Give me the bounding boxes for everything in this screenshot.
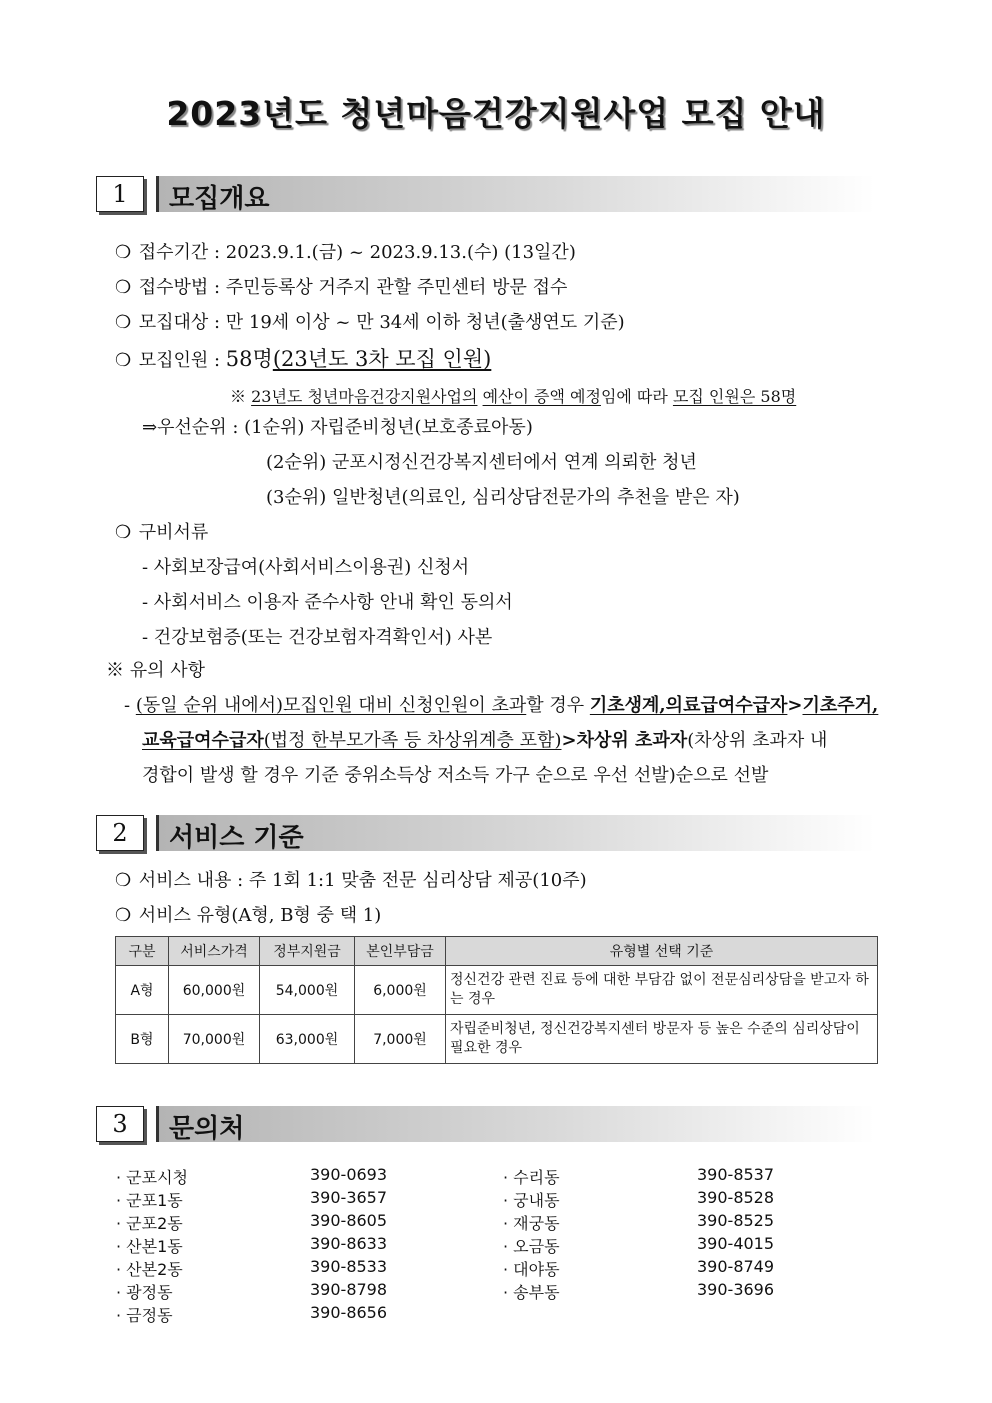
contact-phone: 390-0693 [310,1165,388,1184]
priority-2: (2순위) 군포시정신건강복지센터에서 연계 의뢰한 청년 [266,452,697,473]
section-header-contact [96,1106,876,1146]
contact-name: · 수리동 [503,1168,560,1187]
contact-row [503,1280,803,1303]
caution-line-3: 경합이 발생 할 경우 기준 중위소득상 저소득 가구 순으로 우선 선발)순으로 선발 [142,765,769,786]
contact-phone: 390-8605 [310,1211,388,1230]
circle-bullet-icon: ❍ [115,522,132,543]
contact-name: · 광정동 [116,1283,173,1302]
section-bar [156,1106,875,1142]
contact-phone: 390-8798 [310,1280,388,1299]
column-header: 구분 [116,937,169,966]
contact-row [116,1188,416,1211]
contact-name: · 산본1동 [116,1237,183,1256]
section-number: 2 [96,815,144,851]
service-type: 서비스 유형(A형, B형 중 택 1) [138,905,382,926]
caution-2b: (법정 한부모가족 등 차상위계층 포함) [263,730,562,751]
period-text: 접수기간 : 2023.9.1.(금) ~ 2023.9.13.(수) (13일간) [138,242,576,263]
contact-row [503,1165,803,1188]
cell-type: B형 [116,1015,169,1064]
section-number: 1 [96,176,144,212]
cell-self: 6,000원 [355,966,446,1015]
note-mark: ※ [230,387,252,406]
contacts-right [503,1165,803,1303]
caution-line-2 [142,726,827,752]
table-header-row [116,937,878,966]
contact-phone: 390-8525 [697,1211,775,1230]
service-content: 서비스 내용 : 주 1회 1:1 맞춤 전문 심리상담 제공(10주) [138,870,587,891]
caution-1d: 할 경우 [526,695,590,716]
contact-phone: 390-8528 [697,1188,775,1207]
method-text: 접수방법 : 주민등록상 거주지 관할 주민센터 방문 접수 [138,277,568,298]
contact-name: · 재궁동 [503,1214,560,1233]
caution-1g: 기초주거, [802,695,879,716]
contact-row [503,1234,803,1257]
section-bar [156,176,875,212]
circle-bullet-icon: ❍ [115,870,132,891]
table-row [116,966,878,1015]
contact-name: · 군포2동 [116,1214,183,1233]
circle-bullet-icon: ❍ [115,242,132,263]
contact-phone: 390-8533 [310,1257,388,1276]
contact-row [116,1303,416,1326]
note-part-c: 예산이 증액 예정 [482,387,601,406]
service-type-line [115,901,381,927]
circle-bullet-icon: ❍ [115,905,132,926]
service-content-line [115,866,587,892]
contact-name: · 산본2동 [116,1260,183,1279]
method-line [115,273,567,299]
count-prefix: 모집인원 : [138,350,226,371]
contact-row [503,1257,803,1280]
priority-3: (3순위) 일반청년(의료인, 심리상담전문가의 추천을 받은 자) [266,487,740,508]
count-note: (23년도 3차 모집 인원) [272,347,492,371]
note-part-d: 임에 따라 [600,387,673,406]
priority-1: ⇒우선순위 : (1순위) 자립준비청년(보호종료아동) [142,417,533,438]
contact-phone: 390-8633 [310,1234,388,1253]
section-title: 모집개요 [169,184,270,214]
contact-row [116,1257,416,1280]
cell-price: 70,000원 [169,1015,260,1064]
column-header: 유형별 선택 기준 [446,937,878,966]
cell-gov: 63,000원 [260,1015,355,1064]
caution-1b: (동일 순위 내에서) [135,695,284,716]
doc-item: - 사회보장급여(사회서비스이용권) 신청서 [142,557,470,578]
section-title: 문의처 [169,1114,245,1144]
contact-row [503,1211,803,1234]
contact-name: · 송부동 [503,1283,560,1302]
page-title: 2023년도 청년마음건강지원사업 모집 안내 [166,94,826,133]
circle-bullet-icon: ❍ [115,312,132,333]
note-part-a: 23년도 청년마음건강지원사업의 [251,387,478,406]
doc-item: - 건강보험증(또는 건강보험자격확인서) 사본 [142,627,493,648]
contact-name: · 대야동 [503,1260,560,1279]
caution-dash: - [124,695,136,716]
contact-row [116,1165,416,1188]
contacts-left [116,1165,416,1326]
caution-1c: 모집인원 대비 신청인원이 초과 [283,695,527,716]
section-number: 3 [96,1106,144,1142]
doc-item: - 사회서비스 이용자 준수사항 안내 확인 동의서 [142,592,513,613]
section-header-overview [96,176,876,216]
section-header-service [96,815,876,855]
target-text: 모집대상 : 만 19세 이상 ~ 만 34세 이하 청년(출생연도 기준) [138,312,625,333]
column-header: 서비스가격 [169,937,260,966]
contact-name: · 오금동 [503,1237,560,1256]
budget-note [230,384,796,407]
caution-1f: > [787,695,803,716]
cell-price: 60,000원 [169,966,260,1015]
contact-name: · 군포1동 [116,1191,183,1210]
contact-name: · 금정동 [116,1306,173,1325]
contact-row [116,1211,416,1234]
target-line [115,308,625,334]
column-header: 본인부담금 [355,937,446,966]
contact-row [116,1234,416,1257]
contact-row [503,1188,803,1211]
contact-phone: 390-8749 [697,1257,775,1276]
caution-line-1 [124,691,878,717]
section-bar [156,815,875,851]
contact-phone: 390-3657 [310,1188,388,1207]
caution-1e: 기초생계,의료급여수급자 [589,695,788,716]
contact-phone: 390-3696 [697,1280,775,1299]
note-part-e: 모집 인원은 58명 [672,387,797,406]
contact-phone: 390-8537 [697,1165,775,1184]
cell-criteria: 자립준비청년, 정신건강복지센터 방문자 등 높은 수준의 심리상담이 필요한 경우 [446,1015,878,1064]
docs-title: 구비서류 [138,522,209,543]
circle-bullet-icon: ❍ [115,350,132,371]
circle-bullet-icon: ❍ [115,277,132,298]
cell-type: A형 [116,966,169,1015]
contact-row [116,1280,416,1303]
column-header: 정부지원금 [260,937,355,966]
contact-name: · 군포시청 [116,1168,188,1187]
service-table [115,936,878,1064]
table-row [116,1015,878,1064]
caution-title: ※ 유의 사항 [106,660,205,681]
period-line [115,238,576,264]
cell-criteria: 정신건강 관련 진료 등에 대한 부담감 없이 전문심리상담을 받고자 하는 경우 [446,966,878,1015]
contact-name: · 궁내동 [503,1191,560,1210]
contact-phone: 390-4015 [697,1234,775,1253]
caution-2e: (차상위 초과자 내 [687,730,828,751]
caution-2d: 차상위 초과자 [576,730,688,751]
cell-self: 7,000원 [355,1015,446,1064]
count-line [115,343,491,373]
caution-2a: 교육급여수급자 [142,730,264,751]
contact-phone: 390-8656 [310,1303,388,1322]
count-value: 58명 [225,347,273,371]
cell-gov: 54,000원 [260,966,355,1015]
docs-title-line [115,518,208,544]
caution-2c: > [561,730,577,751]
section-title: 서비스 기준 [169,823,304,853]
